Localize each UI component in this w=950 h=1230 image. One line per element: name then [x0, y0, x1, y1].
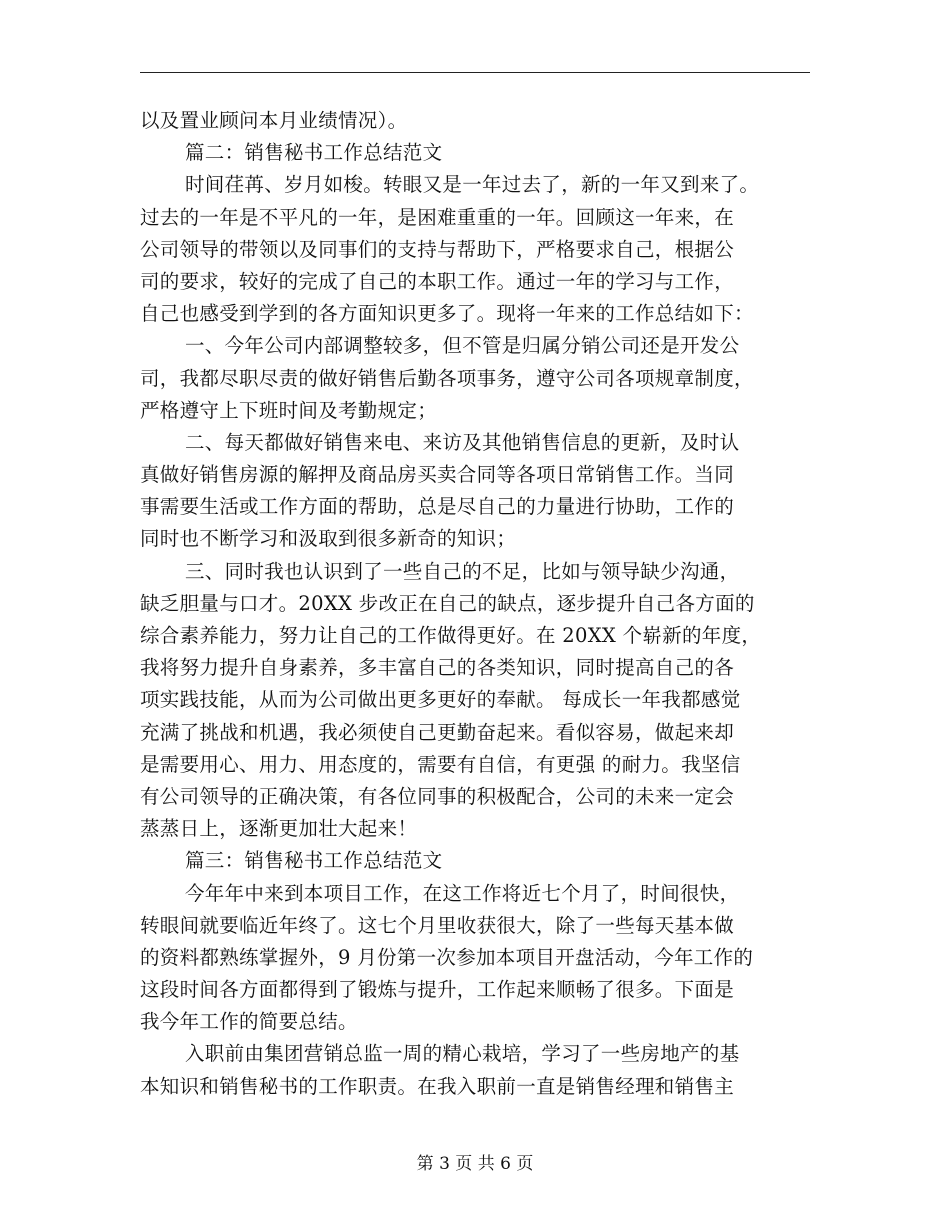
text-line: 三、同时我也认识到了一些自己的不足，比如与领导缺少沟通，: [185, 559, 740, 583]
text-line: 项实践技能，从而为公司做出更多更好的奉献。 每成长一年我都感觉: [140, 688, 741, 712]
text-line: 我将努力提升自身素养，多丰富自己的各类知识，同时提高自己的各: [140, 656, 735, 680]
document-body: [140, 105, 810, 1103]
page-number-footer: 第 3 页 共 6 页: [416, 1154, 534, 1174]
text-line: 是需要用心、用力、用态度的，需要有自信，有更强 的耐力。我坚信: [140, 752, 741, 776]
text-line: 今年年中来到本项目工作，在这工作将近七个月了，时间很快，: [185, 881, 740, 905]
text-line: 综合素养能力，努力让自己的工作做得更好。在 20XX 个崭新的年度，: [140, 624, 762, 647]
text-line: 本知识和销售秘书的工作职责。在我入职前一直是销售经理和销售主: [140, 1074, 735, 1098]
text-line: 充满了挑战和机遇，我必须使自己更勤奋起来。看似容易，做起来却: [140, 720, 735, 744]
text-line: 蒸蒸日上，逐渐更加壮大起来！: [140, 817, 418, 841]
text-line: 转眼间就要临近年终了。这七个月里收获很大，除了一些每天基本做: [140, 913, 735, 937]
text-line: 缺乏胆量与口才。20XX 步改正在自己的缺点，逐步提升自己各方面的: [140, 591, 755, 615]
text-line: 篇二：销售秘书工作总结范文: [185, 141, 443, 165]
text-line: 过去的一年是不平凡的一年，是困难重重的一年。回顾这一年来，在: [140, 205, 735, 229]
text-line: 二、每天都做好销售来电、来访及其他销售信息的更新，及时认: [185, 430, 740, 454]
text-line: 这段时间各方面都得到了锻炼与提升，工作起来顺畅了很多。下面是: [140, 978, 735, 1002]
text-line: 的资料都熟练掌握外，9 月份第一次参加本项目开盘活动，今年工作的: [140, 945, 754, 969]
text-line: 公司领导的带领以及同事们的支持与帮助下，严格要求自己，根据公: [140, 237, 735, 261]
header-rule: [140, 72, 810, 73]
text-line: 以及置业顾问本月业绩情况）。: [140, 109, 408, 132]
text-line: 真做好销售房源的解押及商品房买卖合同等各项日常销售工作。当同: [140, 463, 735, 487]
text-line: 入职前由集团营销总监一周的精心栽培，学习了一些房地产的基: [185, 1042, 740, 1066]
text-line: 一、今年公司内部调整较多，但不管是归属分销公司还是开发公: [185, 334, 740, 358]
text-line: 我今年工作的简要总结。: [140, 1010, 358, 1034]
text-line: 同时也不断学习和汲取到很多新奇的知识；: [140, 527, 517, 551]
text-line: 事需要生活或工作方面的帮助，总是尽自己的力量进行协助，工作的: [140, 495, 735, 519]
text-line: 时间荏苒、岁月如梭。转眼又是一年过去了，新的一年又到来了。: [185, 173, 760, 197]
text-line: 自己也感受到学到的各方面知识更多了。现将一年来的工作总结如下：: [140, 302, 754, 326]
text-line: 篇三：销售秘书工作总结范文: [185, 849, 443, 873]
text-line: 有公司领导的正确决策，有各位同事的积极配合，公司的未来一定会: [140, 784, 735, 808]
text-line: 司，我都尽职尽责的做好销售后勤各项事务，遵守公司各项规章制度，: [140, 366, 754, 390]
text-line: 严格遵守上下班时间及考勤规定；: [140, 398, 438, 422]
text-line: 司的要求，较好的完成了自己的本职工作。通过一年的学习与工作，: [140, 269, 735, 293]
